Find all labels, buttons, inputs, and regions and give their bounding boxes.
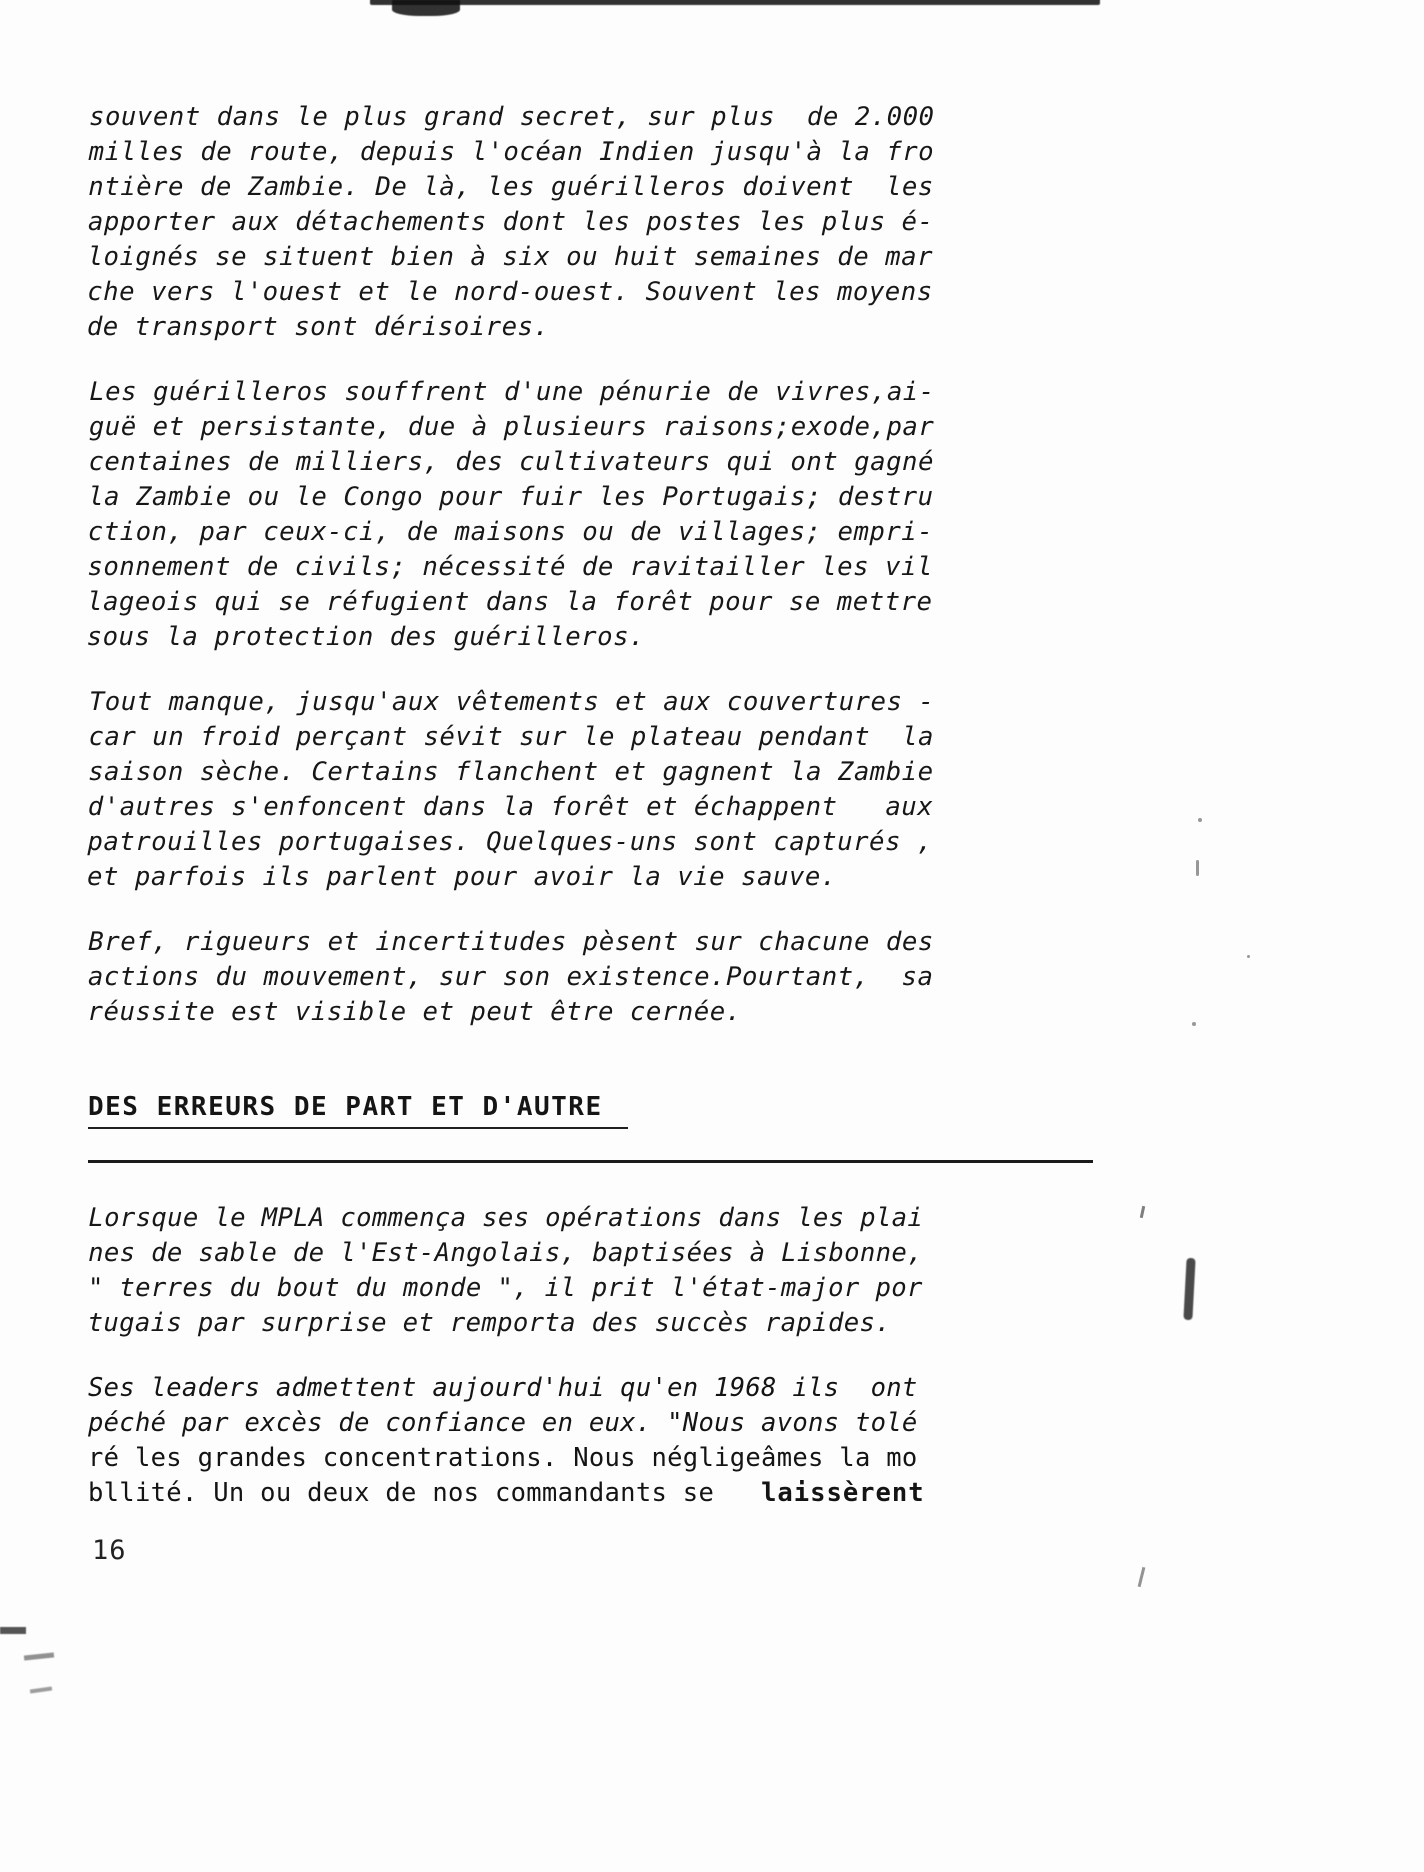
section-heading-block — [88, 1092, 1173, 1163]
scan-speck — [1196, 860, 1199, 876]
final-line-2: péché par excès de confiance en eux. "Nous avons tolé — [88, 1408, 918, 1438]
final-line-3: ré les grandes concentrations. Nous négligeâmes la mo — [88, 1443, 918, 1473]
paragraph-final — [88, 1371, 1173, 1511]
scan-artifact-left-1 — [0, 1627, 26, 1634]
scan-speck — [1138, 1567, 1146, 1587]
scan-artifact-top-bar — [370, 0, 1100, 5]
paragraph: souvent dans le plus grand secret, sur plus de 2.000 milles de route, depuis l'océan Indien jusqu'à la fro ntière de Zambie. De là, les guérilleros doivent les apporter aux détachements dont les postes les plus é- loignés se situent bien à six ou huit semaines de mar che vers l'ouest et le nord-ouest. Souvent les moyens de transport sont dérisoires. — [86, 102, 935, 342]
final-line-4-bold: laissèrent — [761, 1478, 925, 1508]
scan-speck — [1198, 818, 1202, 822]
scan-artifact-top-blob — [392, 0, 460, 16]
final-line-1: Ses leaders admettent aujourd'hui qu'en 1968 ils ont — [88, 1373, 918, 1403]
paragraph: Tout manque, jusqu'aux vêtements et aux couvertures - car un froid perçant sévit sur le plateau pendant la saison sèche. Certains flanchent et gagnent la Zambie d'autres s'enfoncent dans la forêt et échappent aux patrouilles portugaises. Quelques-uns sont capturés , et parfois ils parlent pour avoir la vie sauve. — [86, 687, 935, 892]
paragraph: Bref, rigueurs et incertitudes pèsent sur chacune des actions du mouvement, sur son existence.Pourtant, sa réussite est visible et peut être cernée. — [87, 927, 935, 1027]
page-body — [88, 100, 1173, 1511]
section-divider-rule — [88, 1160, 1093, 1163]
final-line-4-strikeover: x — [354, 1478, 370, 1508]
paragraph: Les guérilleros souffrent d'une pénurie de vivres,ai- guë et persistante, due à plusieurs raisons;exode,par centaines de milliers, des cultivateurs qui ont gagné la Zambie ou le Congo pour fuir les Portugais; destru ction, par ceux-ci, de maisons ou de villages; empri- sonnement de civils; nécessité de ravitailler les vil lageois qui se réfugient dans la forêt pour se mettre sous la protection des guérilleros. — [86, 377, 935, 652]
scan-artifact-left-3 — [30, 1686, 52, 1693]
scan-artifact-right-edge — [1183, 1258, 1195, 1320]
page-number: 16 — [92, 1535, 127, 1566]
paragraph: Lorsque le MPLA commença ses opérations dans les plai nes de sable de l'Est-Angolais, baptisées à Lisbonne, " terres du bout du monde ", il prit l'état-major por tugais par surprise et remporta des succès rapides. — [87, 1203, 924, 1338]
final-line-4-start: bllité. Un ou deu — [88, 1478, 355, 1508]
scan-speck — [1247, 955, 1250, 958]
scan-artifact-left-2 — [24, 1652, 54, 1660]
section-heading: DES ERREURS DE PART ET D'AUTRE — [88, 1092, 603, 1122]
heading-underline — [88, 1127, 628, 1129]
final-line-4-mid: de nos commandants se — [369, 1478, 762, 1508]
scan-speck — [1192, 1022, 1196, 1026]
